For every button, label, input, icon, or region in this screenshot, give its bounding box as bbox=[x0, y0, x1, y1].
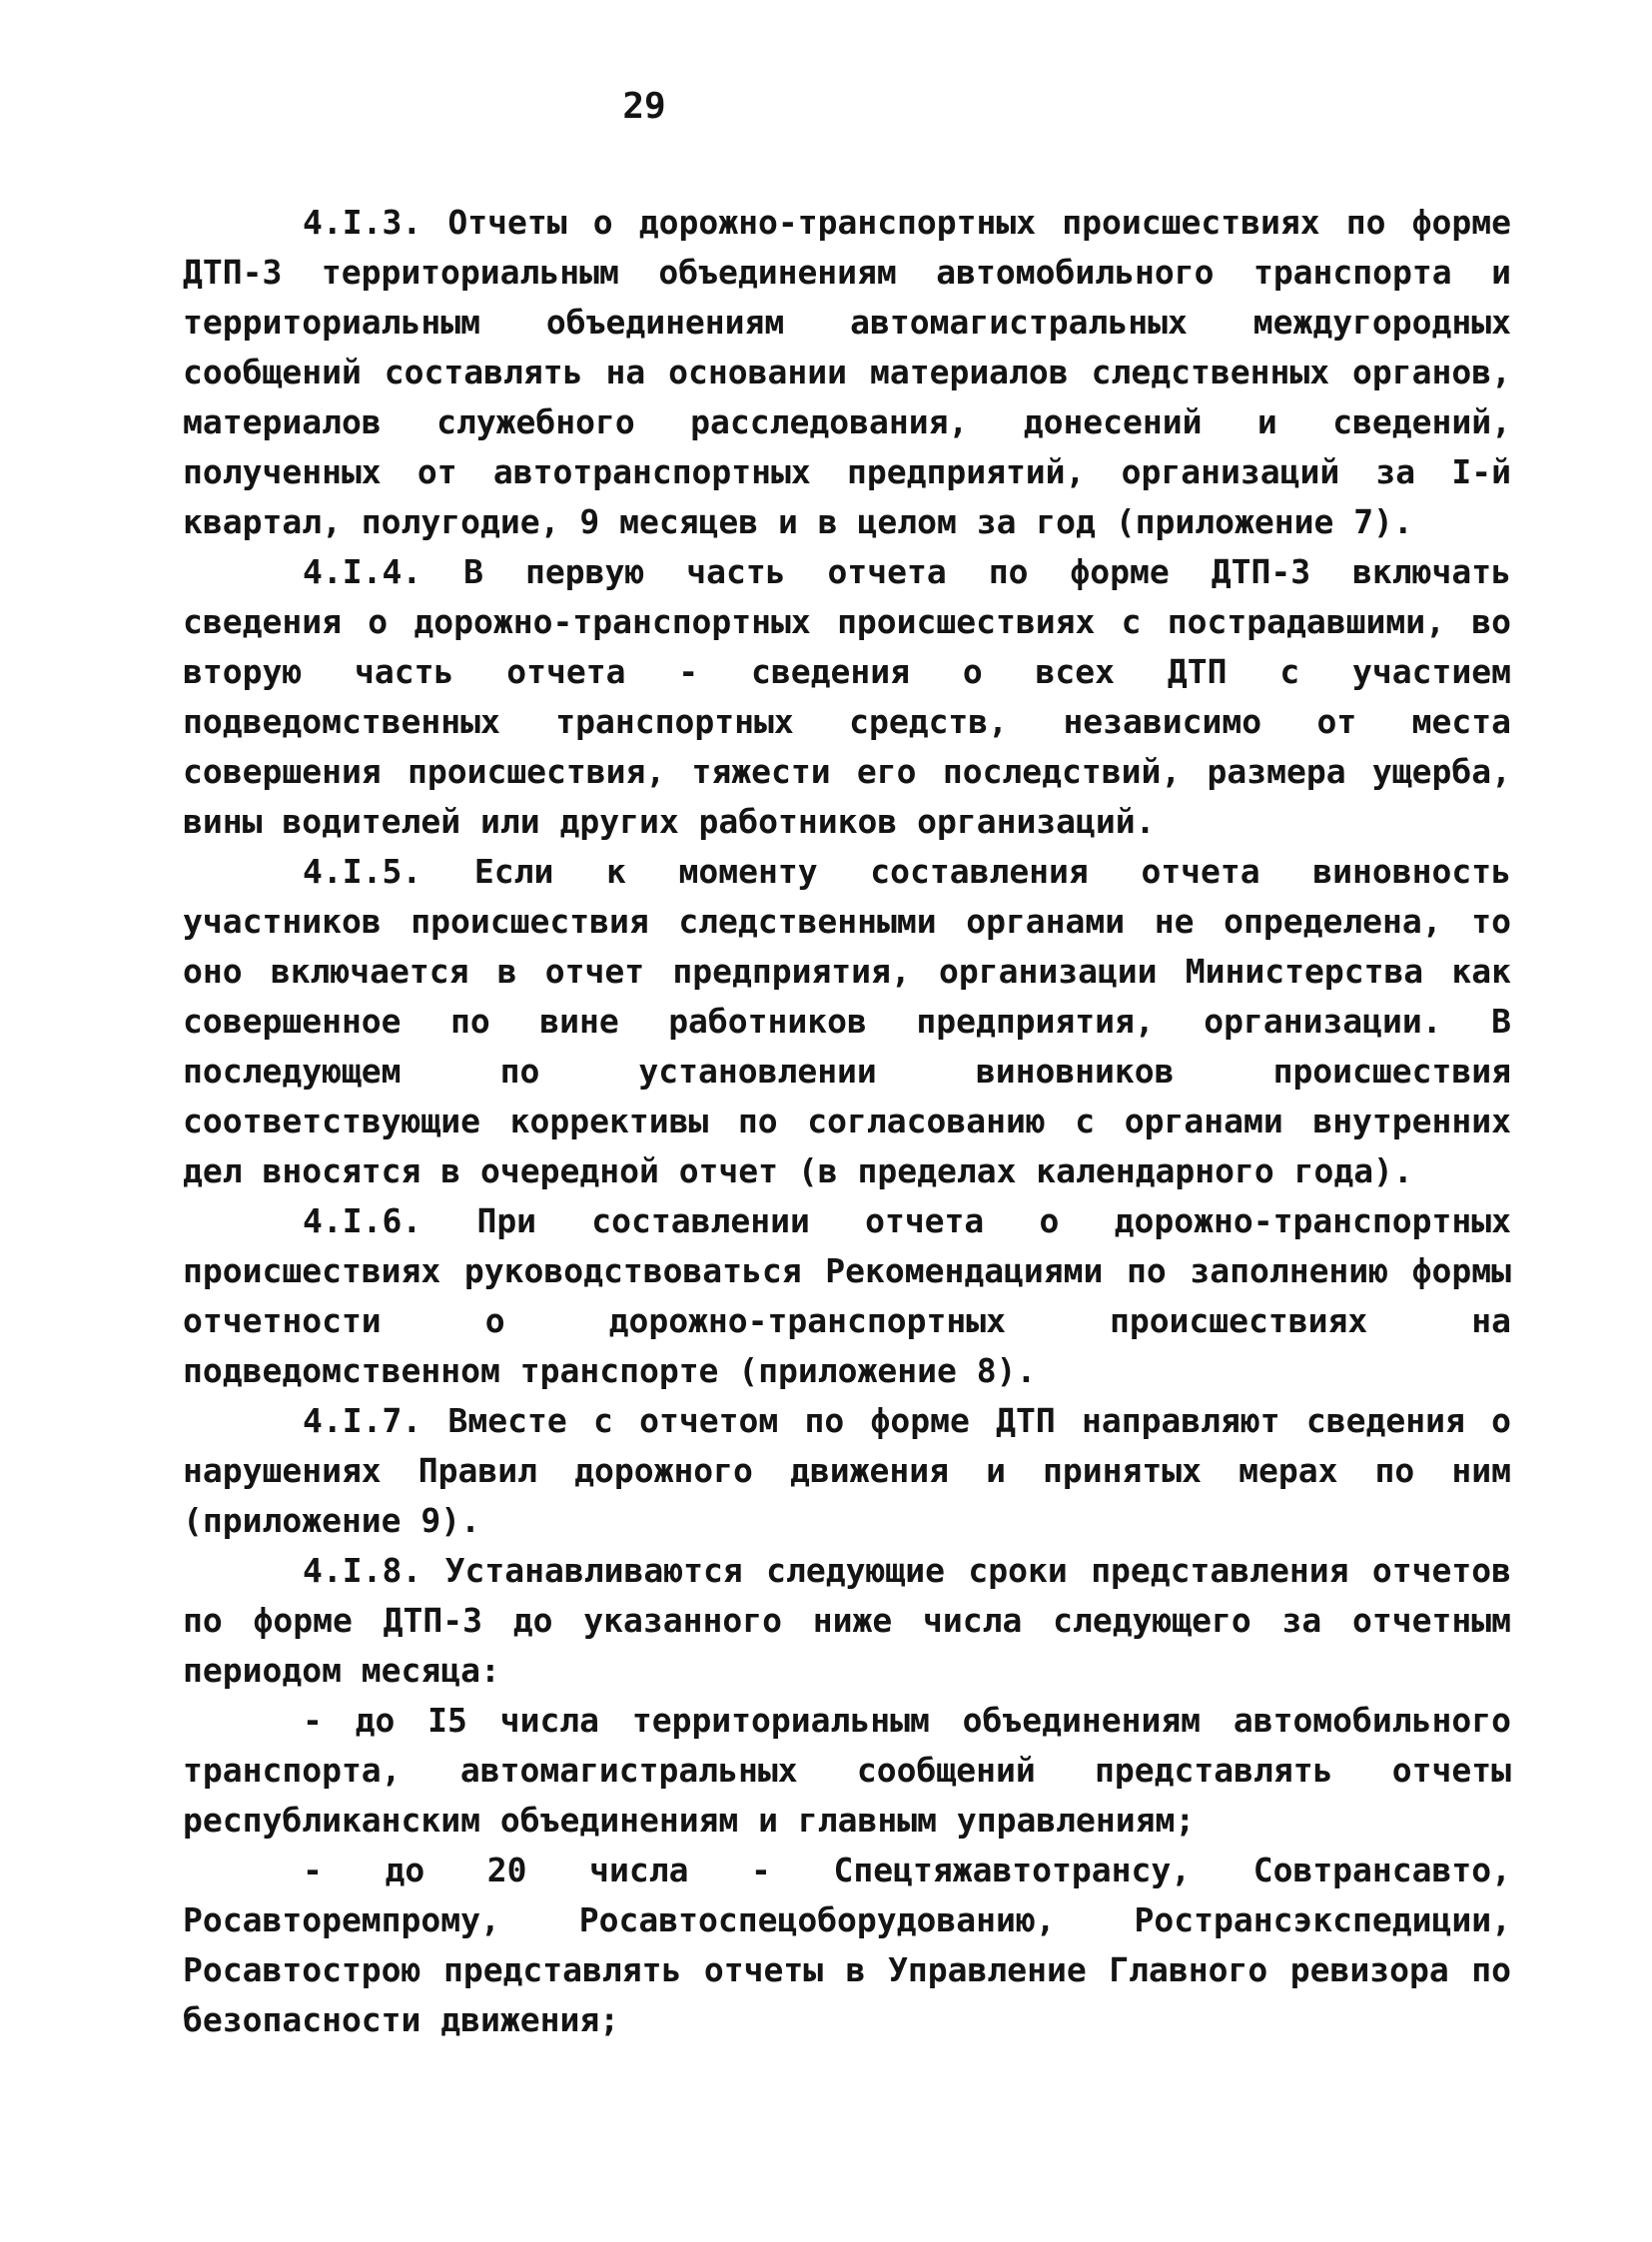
list-item-deadline-20: - до 20 числа - Спецтяжавтотрансу, Совтрансавто, Росавторемпрому, Росавтоспецоборудованию, Ространсэкспедиции, Росавтострою представлять отчеты в Управление Главного ревизора по безопасности движения; bbox=[183, 1851, 1511, 2039]
paragraph-4-1-5: 4.I.5. Если к моменту составления отчета виновность участников происшествия следственными органами не определена, то оно включается в отчет предприятия, организации Министерства как совершенное по вине работников предприятия, организации. В последующем по установлении виновников происшествия соответствующие коррективы по согласованию с органами внутренних дел вносятся в очередной отчет (в пределах календарного года). bbox=[183, 852, 1511, 1190]
paragraph-4-1-6: 4.I.6. При составлении отчета о дорожно-транспортных происшествиях руководствоваться Рекомендациями по заполнению формы отчетности о дорожно-транспортных происшествиях на подведомственном транспорте (приложение 8). bbox=[183, 1201, 1511, 1390]
body-text bbox=[183, 198, 1511, 2045]
page-number: 29 bbox=[622, 86, 666, 127]
list-item-deadline-15: - до I5 числа территориальным объединениям автомобильного транспорта, автомагистральных сообщений представлять отчеты республиканским объединениям и главным управлениям; bbox=[183, 1701, 1511, 1840]
paragraph-4-1-3: 4.I.3. Отчеты о дорожно-транспортных происшествиях по форме ДТП-3 территориальным объединениям автомобильного транспорта и территориальным объединениям автомагистральных междугородных сообщений составлять на основании материалов следственных органов, материалов служебного расследования, донесений и сведений, полученных от автотранспортных предприятий, организаций за I-й квартал, полугодие, 9 месяцев и в целом за год (приложение 7). bbox=[183, 203, 1511, 541]
paragraph-4-1-4: 4.I.4. В первую часть отчета по форме ДТП-3 включать сведения о дорожно-транспортных происшествиях с пострадавшими, во вторую часть отчета - сведения о всех ДТП с участием подведомственных транспортных средств, независимо от места совершения происшествия, тяжести его последствий, размера ущерба, вины водителей или других работников организаций. bbox=[183, 552, 1511, 841]
paragraph-4-1-8: 4.I.8. Устанавливаются следующие сроки представления отчетов по форме ДТП-3 до указанного ниже числа следующего за отчетным периодом месяца: bbox=[183, 1551, 1511, 1690]
paragraph-4-1-7: 4.I.7. Вместе с отчетом по форме ДТП направляют сведения о нарушениях Правил дорожного движения и принятых мерах по ним (приложение 9). bbox=[183, 1401, 1511, 1540]
